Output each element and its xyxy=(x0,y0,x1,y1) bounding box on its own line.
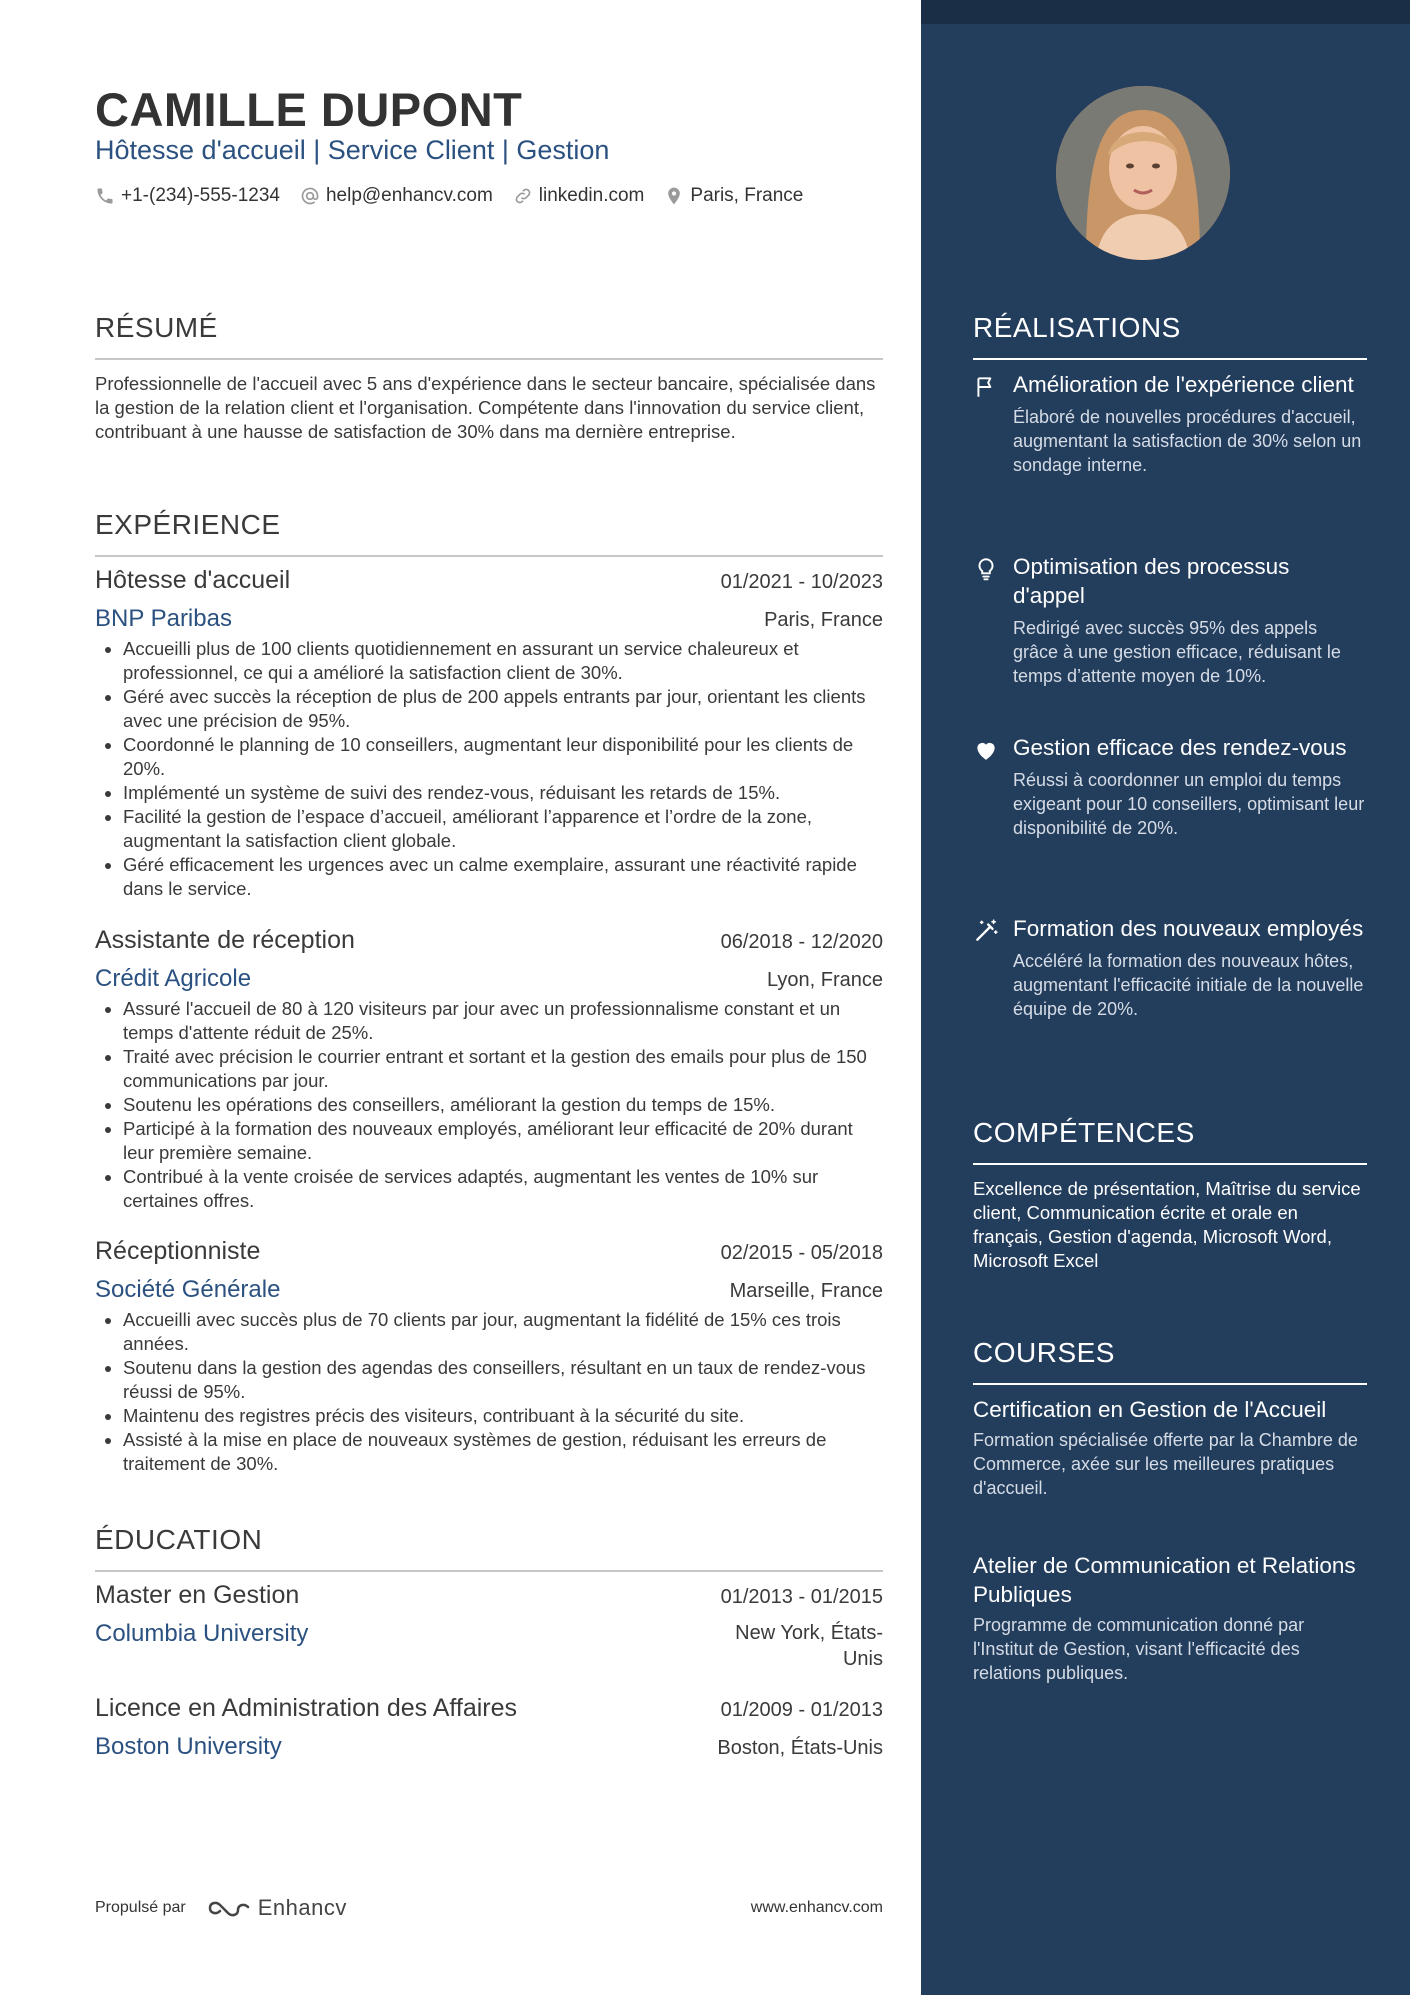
education-dates: 01/2009 - 01/2013 xyxy=(720,1699,883,1721)
contact-linkedin[interactable] xyxy=(513,185,645,207)
candidate-subtitle: Hôtesse d'accueil | Service Client | Gestion xyxy=(95,135,610,165)
job-bullet: • Géré avec succès la réception de plus de 200 appels entrants par jour, orientant les clients avec une précision de 95%. xyxy=(123,685,883,733)
location-pin-icon xyxy=(664,186,684,206)
summary-divider xyxy=(95,358,883,360)
summary-title: RÉSUMÉ xyxy=(95,312,218,343)
job-bullet: • Accueilli plus de 100 clients quotidiennement en assurant un service chaleureux et professionnel, ce qui a amélioré la satisfaction client de 30%. xyxy=(123,637,883,685)
location-text: Paris, France xyxy=(690,185,804,206)
email-text: help@enhancv.com xyxy=(325,185,493,206)
job-entry xyxy=(95,566,883,901)
job-role: Réceptionniste xyxy=(95,1237,261,1265)
contact-location xyxy=(664,185,803,207)
phone-text: +1-(234)-555-1234 xyxy=(121,185,280,206)
school-name: Columbia University xyxy=(95,1620,309,1647)
achievement-item xyxy=(973,914,1367,1021)
candidate-name: CAMILLE DUPONT xyxy=(95,83,523,136)
job-bullet: • Soutenu les opérations des conseillers, améliorant la gestion du temps de 15%. xyxy=(123,1093,883,1117)
job-bullets xyxy=(95,997,883,1213)
job-bullet: • Géré efficacement les urgences avec un calme exemplaire, assurant une réactivité rapide dans le service. xyxy=(123,853,883,901)
contact-bar xyxy=(95,185,823,207)
job-bullet: • Participé à la formation des nouveaux employés, améliorant leur efficacité de 20% durant leur première semaine. xyxy=(123,1117,883,1165)
course-title: Atelier de Communication et Relations Publiques xyxy=(973,1553,1356,1607)
achievement-desc: Réussi à coordonner un emploi du temps exigeant pour 10 conseillers, optimisant leur disponibilité de 20%. xyxy=(1013,770,1365,838)
degree-name: Licence en Administration des Affaires xyxy=(95,1694,518,1722)
sidebar-top-band xyxy=(921,0,1410,24)
job-bullet: • Accueilli avec succès plus de 70 clients par jour, augmentant la fidélité de 15% ces trois années. xyxy=(123,1308,883,1356)
enhancv-logo-icon xyxy=(206,1896,252,1920)
contact-phone[interactable] xyxy=(95,185,280,207)
heart-icon xyxy=(973,737,999,763)
powered-by-label: Propulsé par xyxy=(95,1899,186,1916)
job-role: Hôtesse d'accueil xyxy=(95,566,291,594)
profile-portrait-icon xyxy=(1056,86,1230,260)
school-name: Boston University xyxy=(95,1733,282,1760)
course-desc: Programme de communication donné par l'Institut de Gestion, visant l'efficacité des relations publiques. xyxy=(973,1615,1305,1683)
course-item xyxy=(973,1551,1367,1685)
achievement-title: Gestion efficace des rendez-vous xyxy=(1013,735,1347,760)
degree-name: Master en Gestion xyxy=(95,1581,300,1609)
course-title: Certification en Gestion de l'Accueil xyxy=(973,1397,1327,1422)
achievement-title: Amélioration de l'expérience client xyxy=(1013,372,1354,397)
achievement-desc: Élaboré de nouvelles procédures d'accueil, augmentant la satisfaction de 30% selon un sondage interne. xyxy=(1013,407,1362,475)
job-entry xyxy=(95,926,883,1213)
achievements-title: RÉALISATIONS xyxy=(973,312,1181,343)
courses-title: COURSES xyxy=(973,1337,1115,1368)
job-bullets xyxy=(95,637,883,901)
achievement-desc: Accéléré la formation des nouveaux hôtes, augmentant l'efficacité initiale de la nouvelle équipe de 20%. xyxy=(1013,951,1364,1019)
education-entry xyxy=(95,1581,883,1672)
contact-email[interactable] xyxy=(300,185,493,207)
education-title: ÉDUCATION xyxy=(95,1524,263,1555)
school-location: Boston, États-Unis xyxy=(717,1737,883,1759)
job-dates: 01/2021 - 10/2023 xyxy=(720,571,883,593)
powered-by xyxy=(95,1895,347,1921)
summary-text: Professionnelle de l'accueil avec 5 ans d'expérience dans le secteur bancaire, spécialisée dans la gestion de la relation client et l'organisation. Compétente dans l'innovation du service client, contribuant à une hausse de satisfaction de 30% dans ma dernière entreprise. xyxy=(95,373,876,442)
job-dates: 02/2015 - 05/2018 xyxy=(720,1242,883,1264)
skills-divider xyxy=(973,1163,1367,1165)
education-dates: 01/2013 - 01/2015 xyxy=(720,1586,883,1608)
achievement-title: Formation des nouveaux employés xyxy=(1013,916,1364,941)
job-bullet: • Assisté à la mise en place de nouveaux systèmes de gestion, réduisant les erreurs de traitement de 30%. xyxy=(123,1428,883,1476)
job-bullet: • Maintenu des registres précis des visiteurs, contribuant à la sécurité du site. xyxy=(123,1404,883,1428)
brand-name: Enhancv xyxy=(257,1895,347,1920)
job-bullet: • Facilité la gestion de l’espace d’accueil, améliorant l’apparence et l’ordre de la zone, augmentant la satisfaction client globale. xyxy=(123,805,883,853)
experience-divider xyxy=(95,555,883,557)
job-bullet: • Implémenté un système de suivi des rendez-vous, réduisant les retards de 15%. xyxy=(123,781,883,805)
achievement-item xyxy=(973,733,1367,840)
footer-url[interactable]: www.enhancv.com xyxy=(750,1899,883,1916)
achievements-divider xyxy=(973,358,1367,360)
profile-photo xyxy=(1056,86,1230,260)
footer xyxy=(95,1895,883,1921)
job-bullet: • Traité avec précision le courrier entrant et sortant et la gestion des emails pour plus de 150 communications par jour. xyxy=(123,1045,883,1093)
skills-title: COMPÉTENCES xyxy=(973,1117,1195,1148)
flag-icon xyxy=(973,374,999,400)
education-entry xyxy=(95,1694,883,1761)
education-divider xyxy=(95,1570,883,1572)
job-role: Assistante de réception xyxy=(95,926,355,954)
job-entry xyxy=(95,1237,883,1476)
course-desc: Formation spécialisée offerte par la Chambre de Commerce, axée sur les meilleures pratiques d'accueil. xyxy=(973,1430,1358,1498)
experience-title: EXPÉRIENCE xyxy=(95,509,281,540)
job-location: Lyon, France xyxy=(767,969,883,991)
skills-text: Excellence de présentation, Maîtrise du service client, Communication écrite et orale en français, Gestion d'agenda, Microsoft Word, Microsoft Excel xyxy=(973,1178,1361,1271)
job-location: Marseille, France xyxy=(729,1280,883,1302)
achievement-item xyxy=(973,370,1367,477)
job-company: Société Générale xyxy=(95,1276,281,1303)
at-icon xyxy=(300,186,320,206)
achievement-desc: Redirigé avec succès 95% des appels grâce à une gestion efficace, réduisant le temps d’attente moyen de 10%. xyxy=(1013,618,1341,686)
lightbulb-icon xyxy=(973,556,999,582)
link-icon xyxy=(513,186,533,206)
phone-icon xyxy=(95,186,115,206)
job-location: Paris, France xyxy=(764,609,883,631)
achievement-item xyxy=(973,552,1367,688)
sidebar xyxy=(921,0,1410,1995)
job-bullet: • Assuré l'accueil de 80 à 120 visiteurs par jour avec un professionnalisme constant et un temps d'attente réduit de 25%. xyxy=(123,997,883,1045)
linkedin-text: linkedin.com xyxy=(538,185,645,206)
magic-wand-icon xyxy=(973,918,999,944)
job-bullet: • Contribué à la vente croisée de services adaptés, augmentant les ventes de 10% sur certaines offres. xyxy=(123,1165,883,1213)
job-company: Crédit Agricole xyxy=(95,965,252,992)
job-bullet: • Soutenu dans la gestion des agendas des conseillers, résultant en un taux de rendez-vous réussi de 95%. xyxy=(123,1356,883,1404)
job-company: BNP Paribas xyxy=(95,605,232,632)
achievement-title: Optimisation des processus d'appel xyxy=(1013,554,1290,608)
course-item xyxy=(973,1395,1367,1500)
job-bullets xyxy=(95,1308,883,1476)
school-location: New York, États-Unis xyxy=(735,1622,883,1670)
job-dates: 06/2018 - 12/2020 xyxy=(720,931,883,953)
job-bullet: • Coordonné le planning de 10 conseillers, augmentant leur disponibilité pour les clients de 20%. xyxy=(123,733,883,781)
courses-divider xyxy=(973,1383,1367,1385)
